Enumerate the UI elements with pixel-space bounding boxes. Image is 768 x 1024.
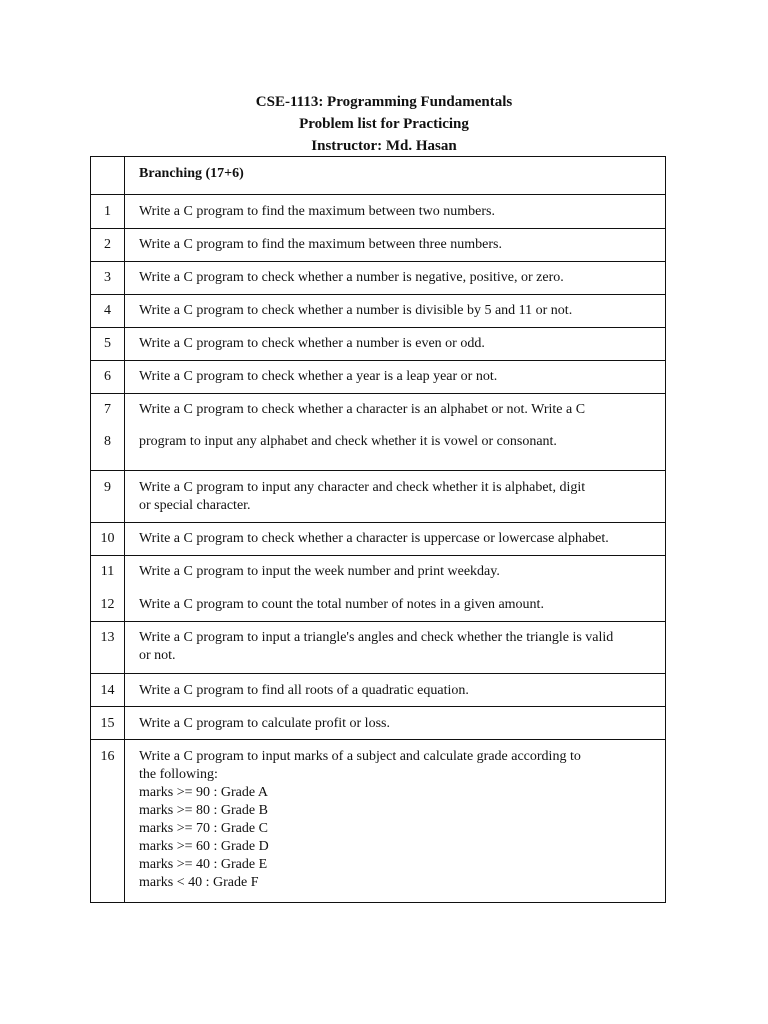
table-row: [91, 556, 666, 622]
problem-text: Write a C program to count the total number of notes in a given amount.: [139, 597, 544, 612]
problem-number: 4: [104, 303, 111, 318]
instructor-name: Instructor: Md. Hasan: [311, 138, 457, 154]
problem-text: or not.: [139, 648, 176, 663]
problem-text: Write a C program to check whether a year is a leap year or not.: [139, 369, 498, 384]
problem-text: the following:: [139, 767, 218, 782]
table-row: [91, 740, 666, 903]
table-row: [91, 229, 666, 262]
document-subtitle: Problem list for Practicing: [299, 116, 469, 132]
empty-number-cell: [91, 157, 125, 195]
problem-text: Write a C program to input a triangle's angles and check whether the triangle is valid: [139, 630, 614, 645]
table-row: [91, 361, 666, 394]
problem-number: 10: [100, 531, 115, 546]
problem-number: 16: [100, 749, 115, 764]
problem-text: Write a C program to find all roots of a quadratic equation.: [139, 683, 469, 698]
grade-rule: marks >= 40 : Grade E: [139, 857, 268, 872]
problem-table: [90, 156, 666, 903]
problem-text: Write a C program to find the maximum between three numbers.: [139, 237, 502, 252]
problem-number: 5: [104, 336, 111, 351]
problem-text: Write a C program to check whether a character is uppercase or lowercase alphabet.: [139, 531, 609, 546]
problem-number: 15: [100, 716, 115, 731]
problem-number: 14: [100, 683, 115, 698]
table-row: [91, 523, 666, 556]
table-row: [91, 195, 666, 229]
grade-rule: marks >= 90 : Grade A: [139, 785, 268, 800]
table-row: [91, 622, 666, 674]
grade-rule: marks >= 80 : Grade B: [139, 803, 268, 818]
problem-text: program to input any alphabet and check whether it is vowel or consonant.: [139, 434, 557, 449]
problem-number: 1: [104, 204, 111, 219]
problem-text: Write a C program to check whether a number is divisible by 5 and 11 or not.: [139, 303, 573, 318]
problem-number: 11: [100, 564, 115, 579]
problem-number: 13: [100, 630, 115, 645]
table-row: [91, 295, 666, 328]
problem-text: Write a C program to check whether a number is even or odd.: [139, 336, 485, 351]
problem-number: 6: [104, 369, 111, 384]
table-row: [91, 262, 666, 295]
course-title: CSE-1113: Programming Fundamentals: [255, 94, 513, 110]
table-row: [91, 328, 666, 361]
problem-text: Write a C program to find the maximum between two numbers.: [139, 204, 495, 219]
section-header-row: [91, 157, 666, 195]
problem-number: 3: [104, 270, 111, 285]
grade-rule: marks >= 60 : Grade D: [139, 839, 269, 854]
problem-number: 8: [104, 434, 111, 449]
problem-text: Write a C program to check whether a character is an alphabet or not. Write a C: [139, 402, 586, 417]
problem-text: Write a C program to check whether a number is negative, positive, or zero.: [139, 270, 564, 285]
problem-text: Write a C program to input the week number and print weekday.: [139, 564, 500, 579]
problem-text: or special character.: [139, 498, 251, 513]
problem-text: Write a C program to input any character and check whether it is alphabet, digit: [139, 480, 586, 495]
grade-rule: marks >= 70 : Grade C: [139, 821, 268, 836]
table-row: [91, 674, 666, 707]
section-title: Branching (17+6): [139, 166, 244, 181]
grade-rule: marks < 40 : Grade F: [139, 875, 259, 890]
problem-text: Write a C program to input marks of a subject and calculate grade according to: [139, 749, 581, 764]
table-row: [91, 394, 666, 471]
table-row: [91, 471, 666, 523]
problem-number: 7: [104, 402, 111, 417]
problem-number: 9: [104, 480, 111, 495]
problem-number: 2: [104, 237, 111, 252]
table-row: [91, 707, 666, 740]
problem-text: Write a C program to calculate profit or loss.: [139, 716, 390, 731]
problem-number: 12: [100, 597, 115, 612]
